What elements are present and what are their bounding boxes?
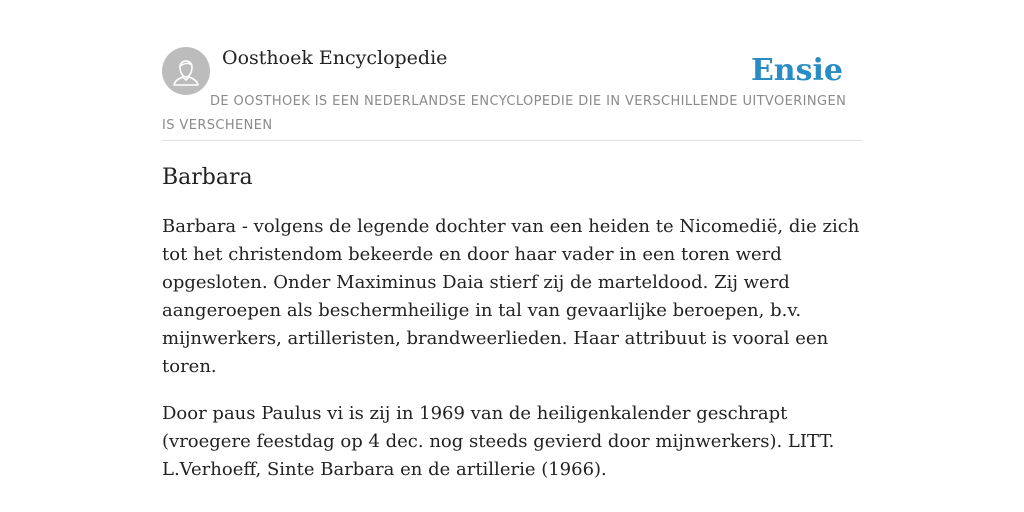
source-name-link[interactable]: Oosthoek Encyclopedie [222,47,448,69]
article-paragraph: Door paus Paulus vi is zij in 1969 van de heiligenkalender geschrapt (vroegere feestdag op 4 dec. nog steeds gevierd door mijnwerkers). LITT. L.Verhoeff, Sinte Barbara en de artillerie (1966). [162,403,835,480]
user-silhouette-icon[interactable] [162,47,210,95]
article-title: Barbara [162,165,253,190]
source-description: DE OOSTHOEK IS EEN NEDERLANDSE ENCYCLOPEDIE DIE IN VERSCHILLENDE UITVOERINGEN IS VERSCHENEN [162,94,847,133]
source-header [162,46,862,141]
article [162,160,862,503]
article-paragraph: Barbara - volgens de legende dochter van een heiden te Nicomedië, die zich tot het christendom bekeerde en door haar vader in een toren werd opgesloten. Onder Maximinus Daia stierf zij de marteldood. Zij werd aangeroepen als beschermheilige in tal van gevaarlijke beroepen, b.v. mijnwerkers, artilleristen, brandweerlieden. Haar attribuut is vooral een toren. [162,216,860,377]
brand-logo[interactable]: Ensie [750,53,843,88]
